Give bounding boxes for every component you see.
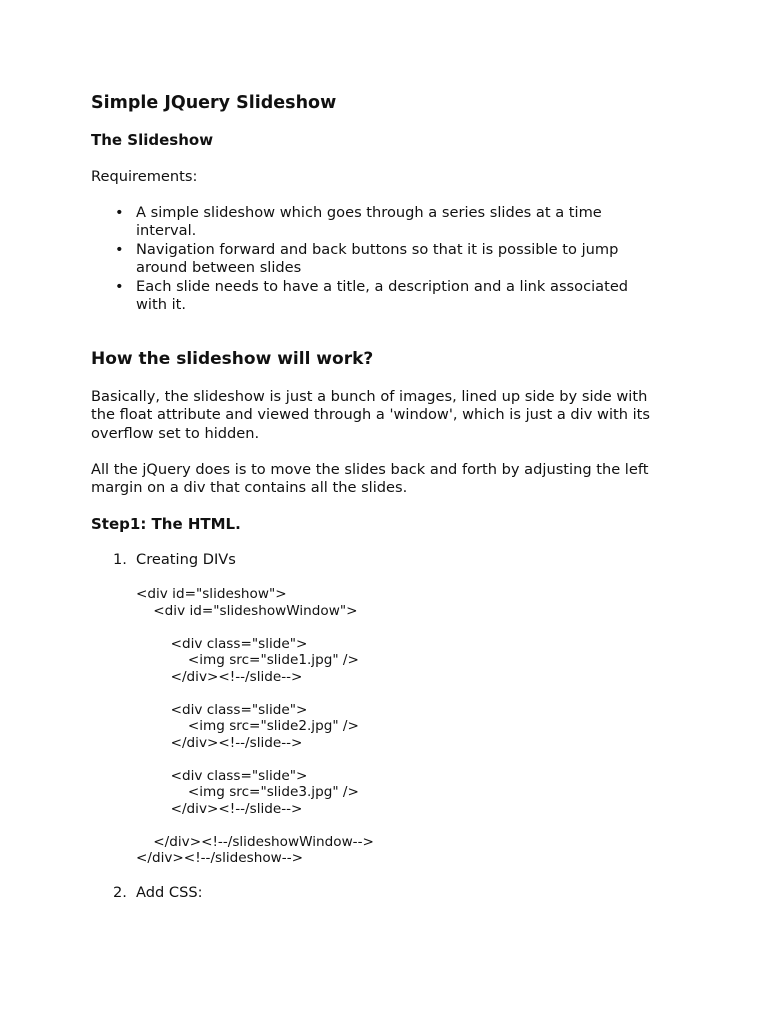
list-number: 1. [113, 551, 127, 568]
list-item [91, 278, 691, 315]
list-item-line: with it. [136, 296, 187, 314]
list-item-line: Each slide needs to have a title, a description and a link associated [136, 277, 629, 295]
list-item [91, 241, 691, 278]
paragraph-basically [91, 388, 691, 443]
paragraph-jquery [91, 461, 691, 498]
list-item-line: around between slides [136, 259, 302, 277]
step1-heading: Step1: The HTML. [91, 515, 241, 533]
list-item-line: Navigation forward and back buttons so that it is possible to jump [136, 240, 619, 258]
list-item-label: Creating DIVs [136, 551, 236, 568]
requirements-list [91, 204, 691, 314]
list-item-line: interval. [136, 222, 197, 240]
paragraph-line: the float attribute and viewed through a 'window', which is just a div with its [91, 406, 650, 424]
bullet-icon: • [115, 240, 124, 258]
requirements-label: Requirements: [91, 168, 198, 185]
paragraph-line: margin on a div that contains all the slides. [91, 479, 408, 497]
section-heading-slideshow: The Slideshow [91, 131, 214, 149]
section-heading-how-it-works: How the slideshow will work? [91, 349, 374, 369]
bullet-icon: • [115, 204, 124, 221]
list-item-label: Add CSS: [136, 884, 203, 901]
paragraph-line: Basically, the slideshow is just a bunch of images, lined up side by side with [91, 388, 648, 405]
list-item-line: A simple slideshow which goes through a series slides at a time [136, 204, 602, 221]
paragraph-line: All the jQuery does is to move the slides back and forth by adjusting the left [91, 461, 649, 478]
list-item [91, 204, 691, 241]
bullet-icon: • [115, 277, 124, 295]
paragraph-line: overflow set to hidden. [91, 424, 260, 442]
document-title: Simple JQuery Slideshow [91, 93, 337, 113]
code-block-html: <div id="slideshow"> <div id="slideshowWindow"> <div class="slide"> <img src="slide1.jpg" /> </div><!--/slide--> <div class="slide"> <img src="slide2.jpg" /> </div><!--/slide--> <div class="slide"> <img src="slide3.jpg" /> </div><!--/slide--> </div><!--/slideshowWindow--> </div><!--/slideshow--> [136, 586, 374, 866]
list-number: 2. [113, 884, 127, 901]
